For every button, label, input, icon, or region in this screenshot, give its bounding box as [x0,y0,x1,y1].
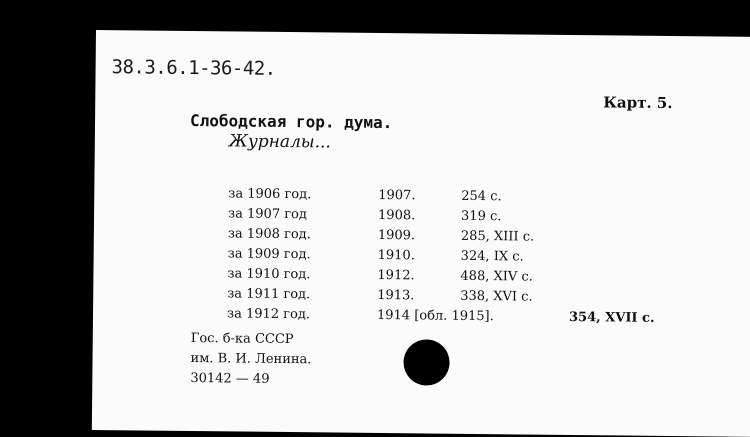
volumes-list [227,186,228,326]
punch-hole [403,339,449,385]
volume-published: 1908. [378,208,415,223]
volume-pages: 319 с. [461,209,502,224]
card-print-code: 30142 — 49 [190,369,311,390]
card-title: Слободская гор. дума. [190,111,392,132]
volume-year: за 1912 год. [227,306,310,322]
volume-year: за 1907 год [228,206,307,222]
volume-published: 1910. [378,248,415,263]
card-number: Карт. 5. [603,93,672,112]
volume-year: за 1909 год. [228,246,311,262]
volume-pages: 338, XVI с. [460,289,533,305]
library-dedication: им. В. И. Ленина. [190,349,311,370]
volume-published: 1912. [377,268,414,283]
volume-pages: 354, XVII с. [569,310,655,326]
library-stamp [190,329,312,390]
volume-year: за 1908 год. [228,226,311,242]
volume-pages: 285, XIII с. [461,229,534,245]
volume-pages: 254 с. [461,189,502,204]
volume-published: 1913. [377,288,414,303]
volume-year: за 1911 год. [227,286,310,302]
card-subtitle: Журналы... [229,131,331,152]
volume-published: 1909. [378,228,415,243]
volume-year: за 1906 год. [228,186,311,202]
handwritten-shelfmark: 38.3.6.1-36-42. [111,56,275,80]
library-name: Гос. б-ка СССР [191,329,312,350]
volume-published: 1914 [обл. 1915]. [377,308,494,324]
volume-published: 1907. [378,188,415,203]
volume-pages: 324, IX с. [461,249,524,265]
catalog-card [92,30,750,437]
volume-pages: 488, XIV с. [460,269,533,285]
volume-year: за 1910 год. [227,266,310,282]
